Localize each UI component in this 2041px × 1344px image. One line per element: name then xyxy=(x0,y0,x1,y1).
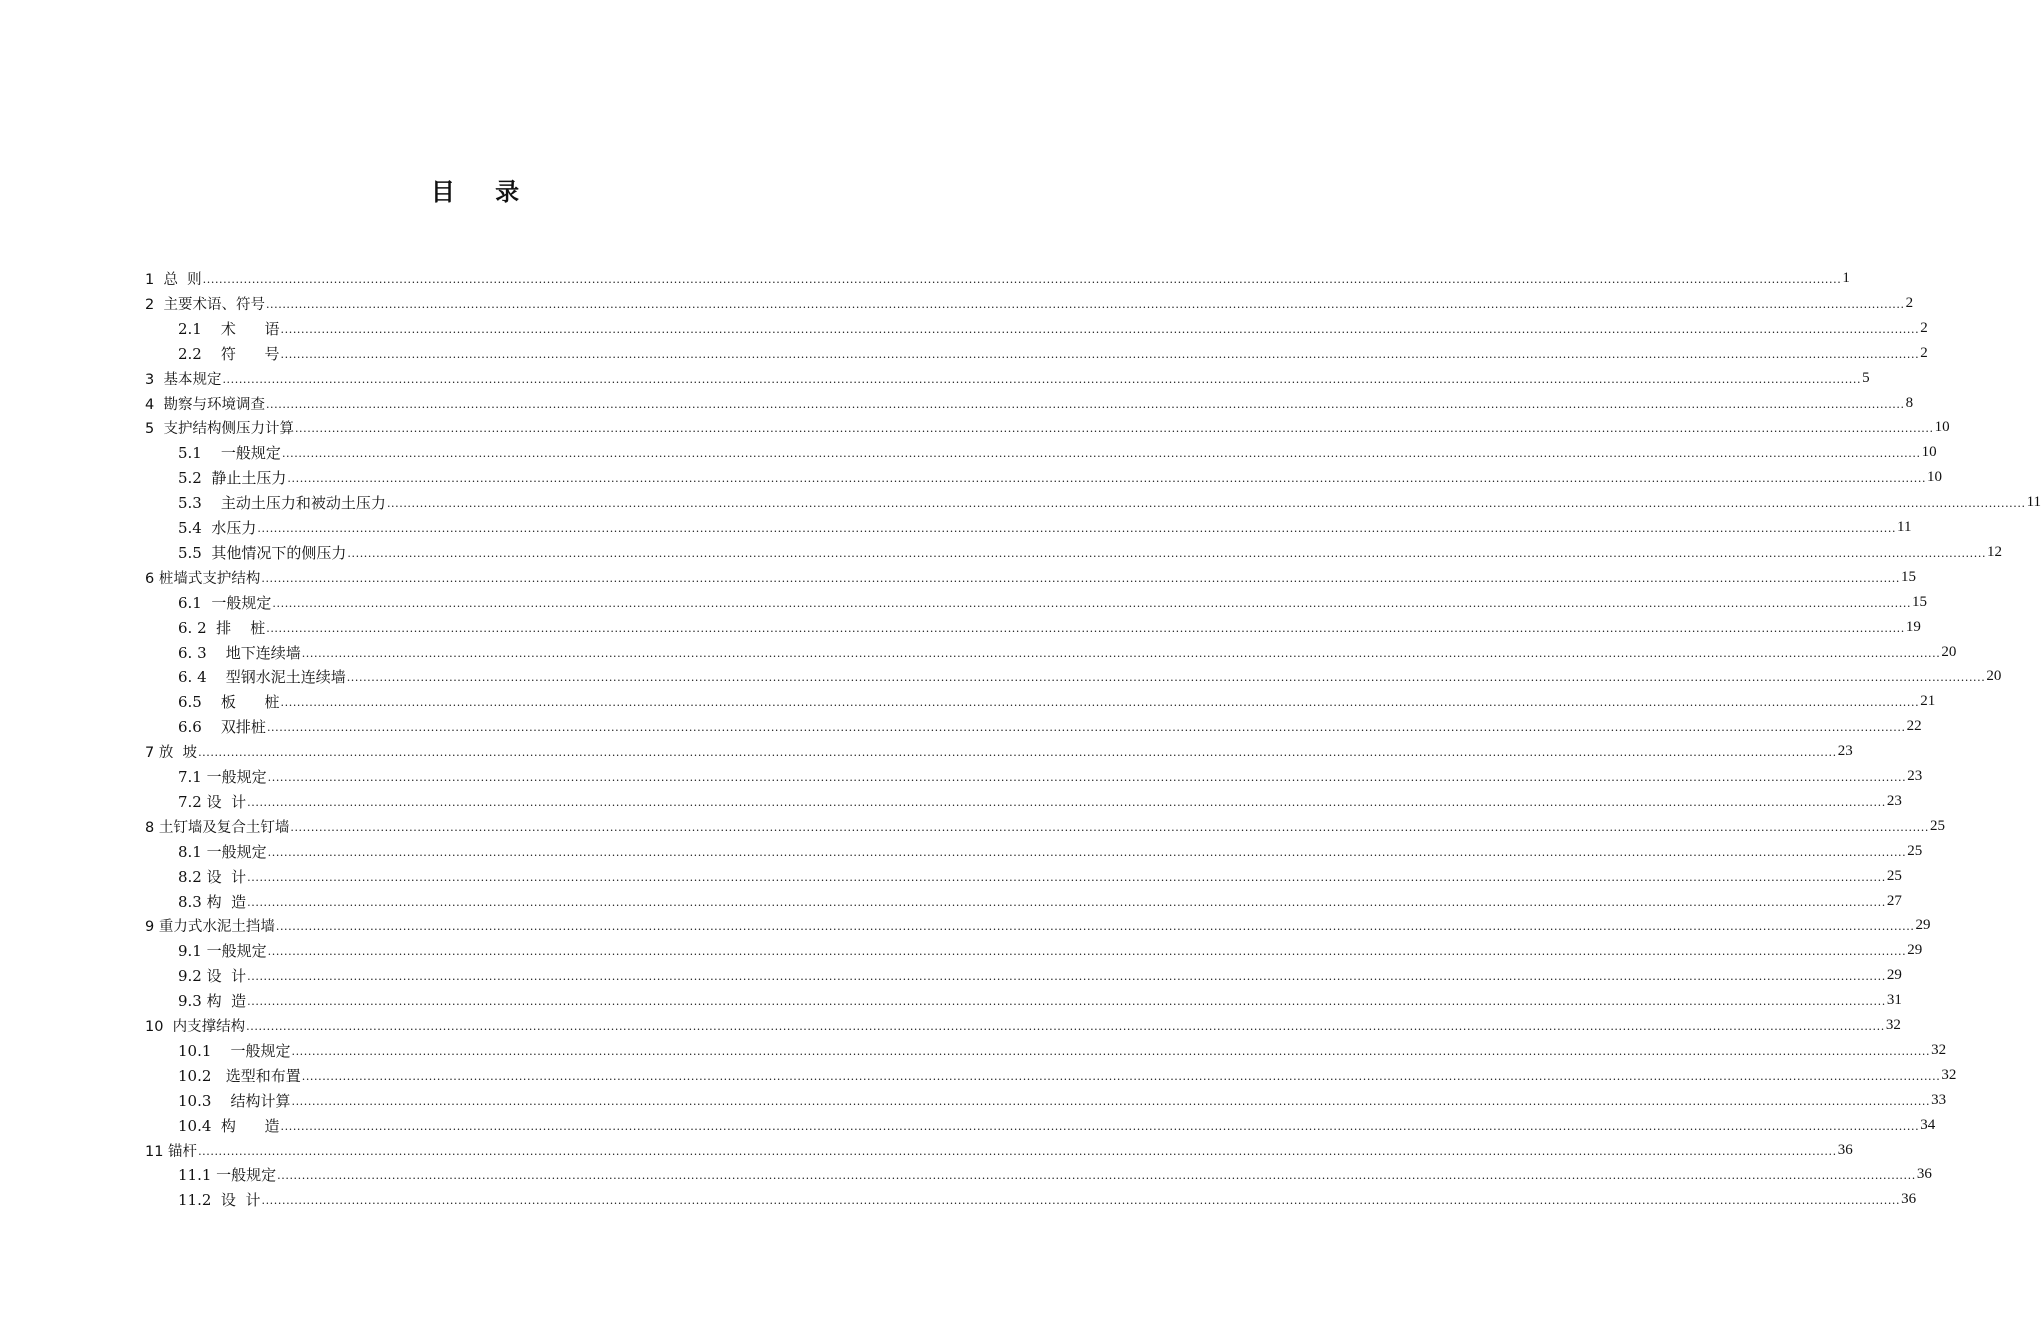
dot-leader: ................................................................................................................................................................................................................................................................................................................................................................................................................ xyxy=(266,721,1906,735)
toc-entry[interactable] xyxy=(178,938,1923,963)
toc-entry-page: 33 xyxy=(1931,1091,1947,1108)
dot-leader: ................................................................................................................................................................................................................................................................................................................................................................................................................ xyxy=(280,322,1920,336)
toc-entry-label: 5.4 水压力 xyxy=(178,519,257,537)
toc-entry[interactable] xyxy=(178,1038,1947,1063)
toc-entry-page: 1 xyxy=(1842,270,1850,286)
toc-entry-label: 9.2 设 计 xyxy=(178,967,247,986)
toc-entry-page: 36 xyxy=(1837,1141,1853,1158)
dot-leader: ................................................................................................................................................................................................................................................................................................................................................................................................................ xyxy=(386,497,2026,511)
toc-entry[interactable] xyxy=(178,490,2041,515)
toc-entry-label: 10.4 构 造 xyxy=(178,1116,280,1135)
toc-entry-label: 7 放 坡 xyxy=(145,745,198,762)
dot-leader: ................................................................................................................................................................................................................................................................................................................................................................................................................ xyxy=(280,696,1920,710)
dot-leader: ................................................................................................................................................................................................................................................................................................................................................................................................................ xyxy=(294,422,1934,436)
toc-entry[interactable] xyxy=(178,963,1902,988)
toc-entry-label: 6.5 板 桩 xyxy=(178,693,280,712)
toc-entry-label: 6. 2 排 桩 xyxy=(178,618,266,637)
toc-entry[interactable] xyxy=(178,540,2003,565)
toc-entry-label: 6. 4 型钢水泥土连续墙 xyxy=(178,668,346,687)
toc-entry-page: 25 xyxy=(1929,817,1945,834)
toc-entry-page: 10 xyxy=(1934,419,1950,436)
toc-entry-page: 25 xyxy=(1907,842,1923,859)
toc-entry[interactable] xyxy=(178,316,1928,341)
toc-entry[interactable] xyxy=(145,266,1850,291)
toc-entry-page: 29 xyxy=(1907,942,1923,959)
toc-entry[interactable] xyxy=(145,1013,1901,1038)
toc-entry-label: 9 重力式水泥土挡墙 xyxy=(145,919,275,936)
toc-entry-page: 27 xyxy=(1886,892,1902,909)
dot-leader: ................................................................................................................................................................................................................................................................................................................................................................................................................ xyxy=(267,771,1907,784)
toc-entry-page: 32 xyxy=(1941,1066,1957,1083)
dot-leader: ................................................................................................................................................................................................................................................................................................................................................................................................................ xyxy=(266,621,1905,635)
toc-entry[interactable] xyxy=(178,889,1902,914)
toc-entry-page: 2 xyxy=(1920,319,1928,336)
dot-leader: ................................................................................................................................................................................................................................................................................................................................................................................................................ xyxy=(301,646,1941,660)
toc-entry-label: 8 土钉墙及复合土钉墙 xyxy=(145,819,290,836)
toc-entry-page: 12 xyxy=(1987,543,2003,560)
toc-entry-page: 11 xyxy=(1897,519,1912,535)
dot-leader: ................................................................................................................................................................................................................................................................................................................................................................................................................ xyxy=(291,1094,1931,1108)
dot-leader: ................................................................................................................................................................................................................................................................................................................................................................................................................ xyxy=(247,995,1886,1009)
toc-entry-page: 10 xyxy=(1921,444,1937,461)
toc-entry[interactable] xyxy=(178,440,1937,465)
toc-entry-page: 2 xyxy=(1905,294,1914,311)
toc-entry[interactable] xyxy=(178,1088,1947,1113)
toc-entry-label: 2.1 术 语 xyxy=(178,319,280,338)
toc-entry-label: 2.2 符 号 xyxy=(178,344,280,363)
toc-entry-page: 20 xyxy=(1941,643,1957,660)
dot-leader: ................................................................................................................................................................................................................................................................................................................................................................................................................ xyxy=(291,1044,1931,1058)
toc-entry-label: 7.2 设 计 xyxy=(178,792,247,811)
dot-leader: ................................................................................................................................................................................................................................................................................................................................................................................................................ xyxy=(222,372,1862,386)
toc-entry-label: 11.1 一般规定 xyxy=(178,1166,277,1185)
toc-entry-label: 6 桩墙式支护结构 xyxy=(145,570,261,587)
toc-entry-page: 5 xyxy=(1862,369,1870,386)
toc-entry-page: 32 xyxy=(1931,1041,1947,1058)
dot-leader: ................................................................................................................................................................................................................................................................................................................................................................................................................ xyxy=(257,522,1897,535)
toc-entry-page: 11 xyxy=(2026,494,2041,511)
toc-entry-page: 36 xyxy=(1901,1191,1917,1208)
dot-leader: ................................................................................................................................................................................................................................................................................................................................................................................................................ xyxy=(265,397,1905,411)
toc-entry-label: 5.2 静止土压力 xyxy=(178,469,287,488)
toc-entry-label: 1 总 则 xyxy=(145,272,202,288)
toc-entry-page: 15 xyxy=(1912,593,1928,610)
toc-entry-page: 34 xyxy=(1920,1116,1936,1133)
toc-entry[interactable] xyxy=(145,565,1916,590)
toc-entry-page: 32 xyxy=(1885,1017,1901,1033)
toc-entry[interactable] xyxy=(178,465,1943,490)
toc-entry-label: 4 勘察与环境调查 xyxy=(145,396,265,413)
dot-leader: ................................................................................................................................................................................................................................................................................................................................................................................................................ xyxy=(267,845,1907,859)
toc-entry-label: 8.2 设 计 xyxy=(178,867,247,886)
toc-entry-label: 2 主要术语、符号 xyxy=(145,296,265,313)
dot-leader: ................................................................................................................................................................................................................................................................................................................................................................................................................ xyxy=(347,546,1987,560)
toc-entry-label: 5.3 主动土压力和被动土压力 xyxy=(178,494,386,513)
toc-entry[interactable] xyxy=(145,415,1950,440)
toc-entry-page: 2 xyxy=(1920,344,1928,361)
dot-leader: ................................................................................................................................................................................................................................................................................................................................................................................................................ xyxy=(275,920,1915,934)
toc-entry-page: 23 xyxy=(1837,743,1853,760)
toc-entry[interactable] xyxy=(178,1113,1936,1138)
toc-entry-page: 10 xyxy=(1927,469,1943,486)
toc-entry-label: 6.6 双排桩 xyxy=(178,718,266,737)
dot-leader: ................................................................................................................................................................................................................................................................................................................................................................................................................ xyxy=(290,820,1929,834)
toc-entry-page: 20 xyxy=(1986,668,2002,685)
dot-leader: ................................................................................................................................................................................................................................................................................................................................................................................................................ xyxy=(198,746,1837,760)
toc-entry-label: 8.3 构 造 xyxy=(178,892,247,911)
toc-entry[interactable] xyxy=(145,366,1870,391)
toc-entry-label: 10.1 一般规定 xyxy=(178,1041,291,1060)
toc-entry-page: 8 xyxy=(1905,394,1914,411)
toc-entry[interactable] xyxy=(178,515,1912,540)
dot-leader: ................................................................................................................................................................................................................................................................................................................................................................................................................ xyxy=(198,1144,1837,1158)
toc-entry-label: 11 锚杆 xyxy=(145,1143,198,1160)
toc-entry[interactable] xyxy=(178,864,1902,889)
toc-entry[interactable] xyxy=(145,1138,1853,1163)
toc-entry-page: 23 xyxy=(1886,792,1902,809)
toc-entry-label: 5.1 一般规定 xyxy=(178,444,281,463)
toc-entry-label: 10.2 选型和布置 xyxy=(178,1066,301,1085)
toc-entry-page: 31 xyxy=(1886,992,1902,1009)
toc-entry-label: 3 基本规定 xyxy=(145,371,222,388)
dot-leader: ................................................................................................................................................................................................................................................................................................................................................................................................................ xyxy=(261,571,1900,585)
toc-entry[interactable] xyxy=(145,913,1931,938)
toc-entry[interactable] xyxy=(178,664,2002,689)
dot-leader: ................................................................................................................................................................................................................................................................................................................................................................................................................ xyxy=(281,447,1921,461)
toc-entry-page: 36 xyxy=(1916,1166,1932,1183)
toc-entry[interactable] xyxy=(178,1162,1932,1187)
toc-entry-label: 5 支护结构侧压力计算 xyxy=(145,421,294,438)
toc-entry[interactable] xyxy=(178,689,1936,714)
toc-entry[interactable] xyxy=(178,615,1921,640)
dot-leader: ................................................................................................................................................................................................................................................................................................................................................................................................................ xyxy=(280,1119,1920,1133)
toc-entry-label: 10 内支撑结构 xyxy=(145,1019,246,1035)
toc-entry[interactable] xyxy=(178,764,1923,789)
toc-entry-label: 6.1 一般规定 xyxy=(178,593,272,612)
toc-entry[interactable] xyxy=(178,1063,1957,1088)
toc-entry-page: 29 xyxy=(1915,917,1931,934)
toc-entry-page: 15 xyxy=(1900,568,1916,585)
toc-entry[interactable] xyxy=(178,341,1928,366)
toc-entry-label: 8.1 一般规定 xyxy=(178,842,267,861)
page-title: 目 录 xyxy=(430,178,536,206)
toc-entry-label: 9.3 构 造 xyxy=(178,992,247,1011)
toc-entry-label: 6. 3 地下连续墙 xyxy=(178,643,301,662)
toc-entry[interactable] xyxy=(178,590,1928,615)
toc-entry[interactable] xyxy=(145,739,1853,764)
dot-leader: ................................................................................................................................................................................................................................................................................................................................................................................................................ xyxy=(247,970,1886,984)
dot-leader: ................................................................................................................................................................................................................................................................................................................................................................................................................ xyxy=(247,895,1886,909)
toc-entry-page: 23 xyxy=(1907,768,1923,784)
toc-entry-label: 7.1 一般规定 xyxy=(178,768,267,786)
dot-leader: ................................................................................................................................................................................................................................................................................................................................................................................................................ xyxy=(246,1020,1885,1033)
dot-leader: ................................................................................................................................................................................................................................................................................................................................................................................................................ xyxy=(202,273,1842,286)
dot-leader: ................................................................................................................................................................................................................................................................................................................................................................................................................ xyxy=(267,945,1907,959)
dot-leader: ................................................................................................................................................................................................................................................................................................................................................................................................................ xyxy=(346,671,1986,685)
toc-entry[interactable] xyxy=(178,714,1922,739)
toc-entry[interactable] xyxy=(178,1187,1917,1212)
dot-leader: ................................................................................................................................................................................................................................................................................................................................................................................................................ xyxy=(261,1194,1901,1208)
dot-leader: ................................................................................................................................................................................................................................................................................................................................................................................................................ xyxy=(265,297,1905,311)
toc-entry[interactable] xyxy=(178,839,1923,864)
toc-entry[interactable] xyxy=(178,640,1957,665)
toc-entry-page: 25 xyxy=(1886,867,1902,884)
dot-leader: ................................................................................................................................................................................................................................................................................................................................................................................................................ xyxy=(301,1069,1941,1083)
toc-entry-label: 11.2 设 计 xyxy=(178,1191,261,1210)
toc-entry-label: 5.5 其他情况下的侧压力 xyxy=(178,543,347,562)
toc-entry-label: 10.3 结构计算 xyxy=(178,1091,291,1110)
toc-entry[interactable] xyxy=(178,988,1902,1013)
dot-leader: ................................................................................................................................................................................................................................................................................................................................................................................................................ xyxy=(287,472,1927,486)
toc-entry-page: 21 xyxy=(1920,693,1936,710)
dot-leader: ................................................................................................................................................................................................................................................................................................................................................................................................................ xyxy=(277,1169,1916,1183)
toc-entry-page: 29 xyxy=(1886,967,1902,984)
toc-entry-page: 22 xyxy=(1906,718,1922,735)
dot-leader: ................................................................................................................................................................................................................................................................................................................................................................................................................ xyxy=(272,596,1912,610)
dot-leader: ................................................................................................................................................................................................................................................................................................................................................................................................................ xyxy=(247,870,1886,884)
toc-entry-label: 9.1 一般规定 xyxy=(178,942,267,961)
toc-entry[interactable] xyxy=(145,291,1914,316)
dot-leader: ................................................................................................................................................................................................................................................................................................................................................................................................................ xyxy=(247,795,1886,809)
toc-entry[interactable] xyxy=(145,391,1914,416)
toc-entry[interactable] xyxy=(145,814,1945,839)
dot-leader: ................................................................................................................................................................................................................................................................................................................................................................................................................ xyxy=(280,347,1920,361)
toc-entry-page: 19 xyxy=(1905,618,1921,635)
toc-entry[interactable] xyxy=(178,789,1902,814)
